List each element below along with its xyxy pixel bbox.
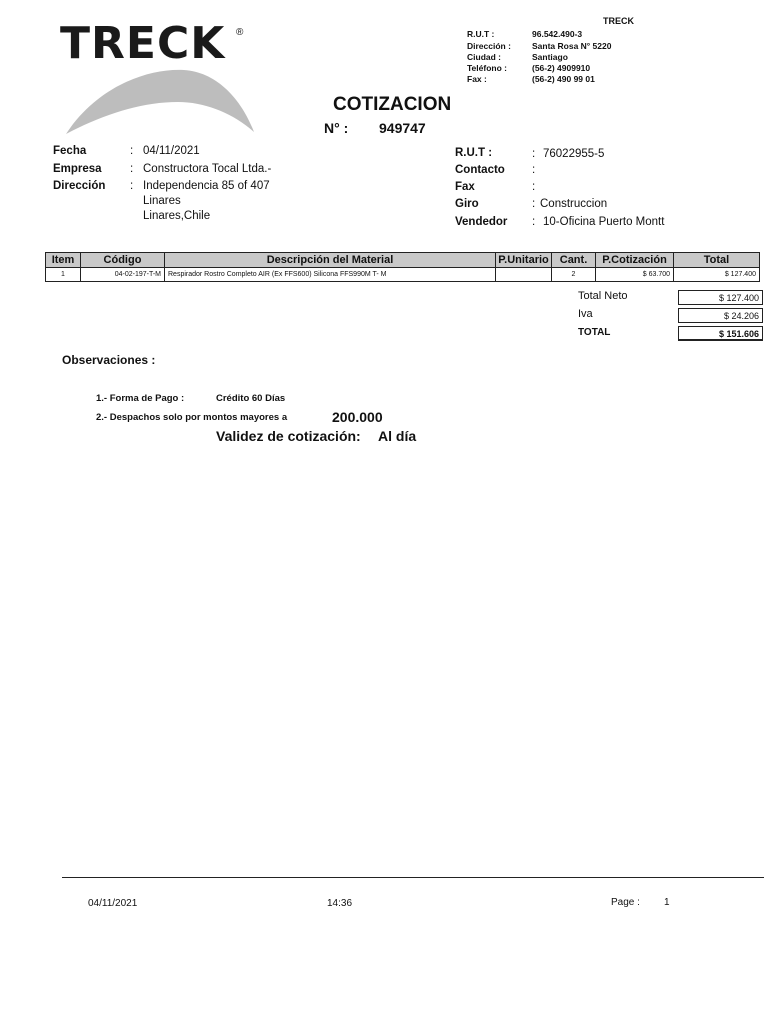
company-fax-label: Fax : [467,74,487,84]
header-total: Total [674,253,760,268]
cell-description: Respirador Rostro Completo AIR (Ex FFS600) Silicona FFS990M T- M [165,268,496,282]
business-value: Construccion [540,198,608,210]
company-city-value: Santiago [532,52,568,62]
table-header-row [46,253,760,268]
quote-number-label: N° : [324,120,349,136]
grand-total-label: TOTAL [578,327,611,338]
header-description: Descripción del Material [165,253,496,268]
company-rut-label: R.U.T : [467,29,495,39]
client-company-colon: : [130,163,134,175]
observations-title: Observaciones : [62,353,156,367]
company-address-label: Dirección : [467,41,511,51]
quote-number: 949747 [379,120,426,136]
footer-time: 14:36 [327,898,353,909]
cell-quoted-price: $ 63.700 [596,268,674,282]
company-phone-value: (56-2) 4909910 [532,63,591,73]
net-total-value: $ 127.400 [678,290,763,305]
company-name: TRECK [603,16,634,26]
company-fax-value: (56-2) 490 99 01 [532,74,595,84]
iva-value: $ 24.206 [678,308,763,323]
cell-total: $ 127.400 [674,268,760,282]
contact-colon: : [532,164,536,176]
document-title: COTIZACION [333,94,452,115]
footer-page-number: 1 [664,897,670,908]
validity-value: Al día [378,428,417,444]
seller-label: Vendedor [455,216,508,228]
header-item: Item [46,253,81,268]
date-label: Fecha [53,145,87,157]
footer-date: 04/11/2021 [88,898,138,909]
dispatch-label: 2.- Despachos solo por montos mayores a [96,412,288,423]
company-phone-label: Teléfono : [467,63,507,73]
header-quantity: Cant. [552,253,596,268]
client-address-line2: Linares [143,195,181,207]
footer-divider [62,877,764,878]
company-address-value: Santa Rosa N° 5220 [532,41,612,51]
client-address-line3: Linares,Chile [143,210,211,222]
iva-label: Iva [578,308,593,320]
header-code: Código [81,253,165,268]
seller-value: 10-Oficina Puerto Montt [543,216,665,228]
dispatch-amount: 200.000 [332,409,383,425]
logo-swoosh-icon [66,68,256,138]
date-value: 04/11/2021 [143,145,200,157]
cell-item: 1 [46,268,81,282]
seller-colon: : [532,216,536,228]
fax-label: Fax [455,181,475,193]
client-rut-colon: : [532,148,536,160]
contact-label: Contacto [455,164,505,176]
validity-label: Validez de cotización: [216,428,361,444]
client-rut-label: R.U.T : [455,147,493,159]
client-address-colon: : [130,180,134,192]
header-quoted-price: P.Cotización [596,253,674,268]
business-label: Giro [455,198,479,210]
client-company-label: Empresa [53,163,102,175]
header-unit-price: P.Unitario [496,253,552,268]
registered-mark: ® [236,27,244,38]
company-logo-text: TRECK [60,18,226,69]
client-address-label: Dirección [53,180,106,192]
table-row [46,268,760,282]
client-rut-value: 76022955-5 [543,148,605,160]
date-colon: : [130,145,134,157]
cell-quantity: 2 [552,268,596,282]
cell-code: 04-02-197-T-M [81,268,165,282]
cell-unit-price [496,268,552,282]
items-table [45,252,760,282]
footer-page-label: Page : [611,897,640,908]
grand-total-value: $ 151.606 [678,326,763,341]
fax-colon: : [532,181,536,193]
company-rut-value: 96.542.490-3 [532,29,583,39]
payment-label: 1.- Forma de Pago : [96,393,185,404]
client-company-value: Constructora Tocal Ltda.- [143,163,272,175]
net-total-label: Total Neto [578,290,628,302]
business-colon: : [532,198,536,210]
company-city-label: Ciudad : [467,52,501,62]
client-address-value: Independencia 85 of 407 [143,180,270,192]
payment-value: Crédito 60 Días [216,393,286,404]
